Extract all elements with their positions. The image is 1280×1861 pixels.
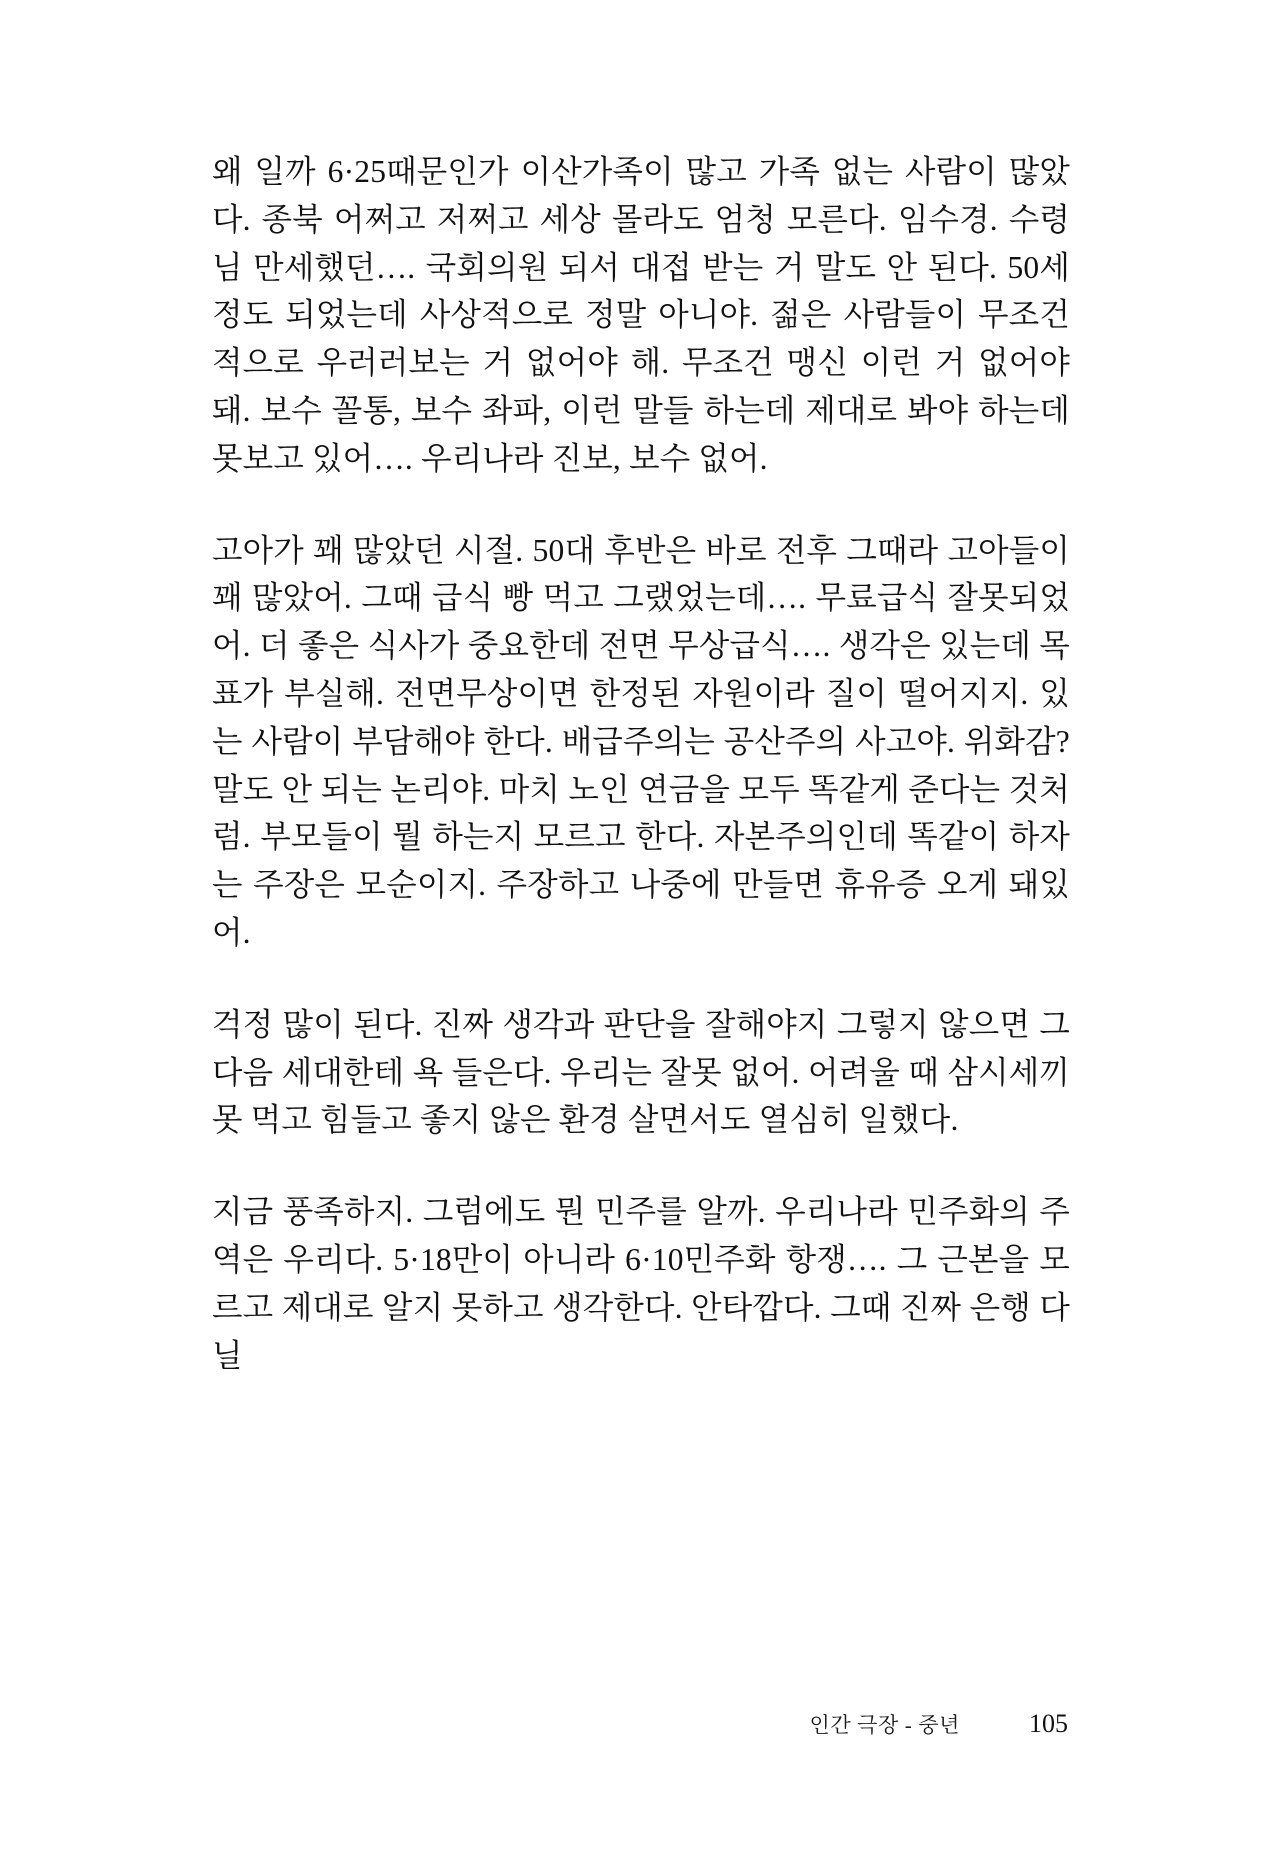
body-paragraph-3: 걱정 많이 된다. 진짜 생각과 판단을 잘해야지 그렇지 않으면 그 다음 세대한테 욕 들은다. 우리는 잘못 없어. 어려울 때 삼시세끼 못 먹고 힘들고 좋지 않은 환경 살면서도 열심히 일했다. [212, 1006, 1070, 1138]
body-paragraph-4: 지금 풍족하지. 그럼에도 뭔 민주를 알까. 우리나라 민주화의 주역은 우리다. 5·18만이 아니라 6·10민주화 항쟁…. 그 근본을 모르고 제대로 알지 못하고 생각한다. 안타깝다. 그때 진짜 은행 다닐 [212, 1194, 1070, 1373]
page-footer [0, 1709, 1280, 1743]
body-paragraph-2: 고아가 꽤 많았던 시절. 50대 후반은 바로 전후 그때라 고아들이 꽤 많았어. 그때 급식 빵 먹고 그랬었는데…. 무료급식 잘못되었어. 더 좋은 식사가 중요한데 전면 무상급식…. 생각은 있는데 목표가 부실해. 전면무상이면 한정된 자원이라 질이 떨어지지. 있는 사람이 부담해야 한다. 배급주의는 공산주의 사고야. 위화감? 말도 안 되는 논리야. 마치 노인 연금을 모두 똑같게 준다는 것처럼. 부모들이 뭘 하는지 모르고 한다. 자본주의인데 똑같이 하자는 주장은 모순이지. 주장하고 나중에 만들면 휴유증 오게 돼있어. [212, 532, 1070, 950]
page-body-text [212, 148, 1070, 1379]
page-number: 105 [1029, 1709, 1068, 1738]
running-title: 인간 극장 - 중년 [809, 1713, 960, 1737]
body-paragraph-1: 왜 일까 6·25때문인가 이산가족이 많고 가족 없는 사람이 많았다. 종북 어쩌고 저쩌고 세상 몰라도 엄청 모른다. 임수경. 수령님 만세했던…. 국회의원 되서 대접 받는 거 말도 안 된다. 50세 정도 되었는데 사상적으로 정말 아니야. 젊은 사람들이 무조건적으로 우러러보는 거 없어야 해. 무조건 맹신 이런 거 없어야 돼. 보수 꼴통, 보수 좌파, 이런 말들 하는데 제대로 봐야 하는데 못보고 있어…. 우리나라 진보, 보수 없어. [212, 154, 1070, 476]
